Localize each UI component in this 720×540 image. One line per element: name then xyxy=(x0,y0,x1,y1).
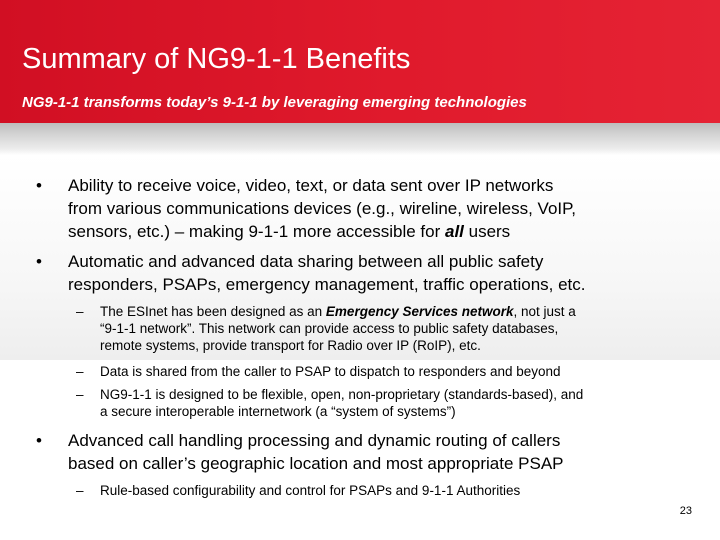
slide-subtitle: NG9-1-1 transforms today’s 9-1-1 by leveraging emerging technologies xyxy=(22,94,527,111)
sub-bullet-text xyxy=(100,482,700,499)
bullet-text xyxy=(68,250,708,296)
sub-bullet-line: remote systems, provide transport for Radio over IP (RoIP), etc. xyxy=(100,338,481,353)
bullet-marker: • xyxy=(36,431,42,450)
bullet-line: Advanced call handling processing and dynamic routing of callers xyxy=(68,431,561,450)
sub-bullet-text xyxy=(100,363,700,380)
bullet-line xyxy=(68,220,708,243)
sub-bullet-marker: – xyxy=(76,483,84,498)
sub-bullet-line: Rule-based configurability and control for PSAPs and 9-1-1 Authorities xyxy=(100,483,521,498)
text-run: sensors, etc.) – making 9-1-1 more accessible for xyxy=(68,222,445,241)
sub-bullet-line: NG9-1-1 is designed to be flexible, open, non-proprietary (standards-based), and xyxy=(100,387,584,402)
sub-bullet-marker: – xyxy=(76,387,84,402)
sub-bullet-line: Data is shared from the caller to PSAP to dispatch to responders and beyond xyxy=(100,364,561,379)
sub-bullet-marker: – xyxy=(76,364,84,379)
bullet-line: responders, PSAPs, emergency management, traffic operations, etc. xyxy=(68,275,586,294)
bullet-line: Automatic and advanced data sharing between all public safety xyxy=(68,252,544,271)
sub-bullet-line: a secure interoperable internetwork (a “system of systems”) xyxy=(100,404,456,419)
sub-bullet-marker: – xyxy=(76,304,84,319)
sub-bullet-text xyxy=(100,303,700,354)
sub-bullet-text xyxy=(100,386,700,420)
bullet-line: Ability to receive voice, video, text, or data sent over IP networks xyxy=(68,176,554,195)
bullet-line: from various communications devices (e.g., wireline, wireless, VoIP, xyxy=(68,199,576,218)
slide-title: Summary of NG9-1-1 Benefits xyxy=(22,43,411,75)
bullet-marker: • xyxy=(36,252,42,271)
sub-bullet-line xyxy=(100,303,700,320)
emphasis-text: all xyxy=(444,222,464,241)
text-run: The ESInet has been designed as an xyxy=(100,304,326,319)
emphasis-text: Emergency Services network xyxy=(325,304,514,319)
bullet-text xyxy=(68,429,708,475)
sub-bullet-line: “9-1-1 network”. This network can provide access to public safety databases, xyxy=(100,321,559,336)
bullet-text xyxy=(68,174,708,243)
bullet-line: based on caller’s geographic location and most appropriate PSAP xyxy=(68,454,564,473)
bullet-marker: • xyxy=(36,176,42,195)
page-number: 23 xyxy=(679,505,692,517)
text-run: , not just a xyxy=(513,304,576,319)
text-run: users xyxy=(463,222,511,241)
